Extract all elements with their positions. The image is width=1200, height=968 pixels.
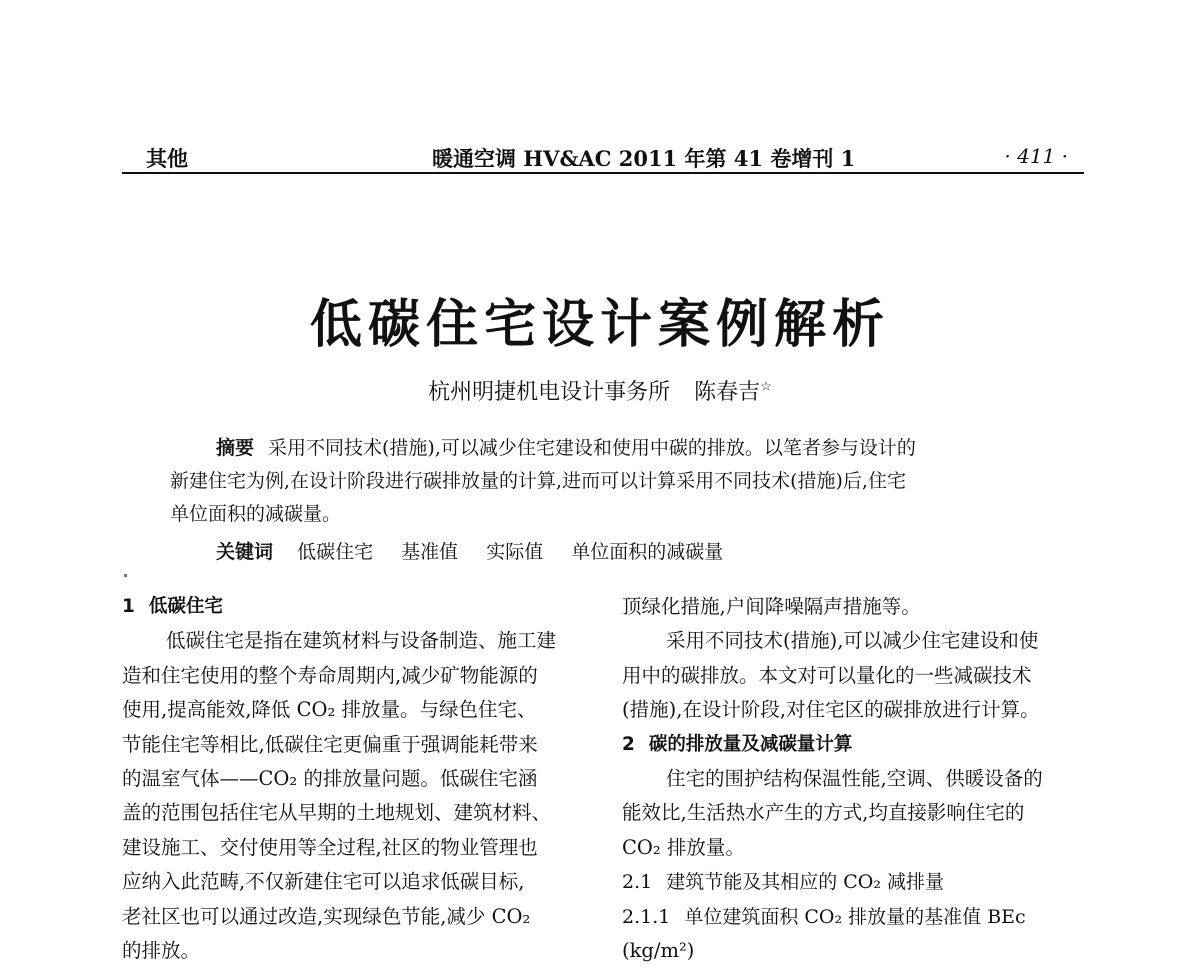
keyword: 实际值 xyxy=(486,541,544,563)
right-column xyxy=(622,590,1092,968)
abstract-line: 单位面积的减碳量。 xyxy=(170,503,342,525)
unit-line: (kg/m²) xyxy=(622,939,695,963)
keywords-label: 关键词 xyxy=(216,541,274,563)
body-line: 的排放。 xyxy=(122,939,201,963)
section-heading: 1 低碳住宅 xyxy=(122,596,223,617)
body-line: 低碳住宅是指在建筑材料与设备制造、施工建 xyxy=(166,629,557,653)
keyword: 基准值 xyxy=(401,541,459,563)
section-heading: 2 碳的排放量及减碳量计算 xyxy=(622,733,853,755)
body-line: 造和住宅使用的整个寿命周期内,减少矿物能源的 xyxy=(122,663,538,687)
author-name: 陈春吉 xyxy=(694,380,761,405)
abstract-label: 摘要 xyxy=(216,437,255,459)
body-line: 老社区也可以通过改造,实现绿色节能,减少 CO₂ xyxy=(122,904,531,928)
header-section: 其他 xyxy=(146,147,188,171)
body-line: (措施),在设计阶段,对住宅区的碳排放进行计算。 xyxy=(622,698,1040,722)
body-line: 的温室气体——CO₂ 的排放量问题。低碳住宅涵 xyxy=(122,767,538,791)
body-line: 建设施工、交付使用等全过程,社区的物业管理也 xyxy=(122,835,538,859)
abstract-line: 摘要 采用不同技术(措施),可以减少住宅建设和使用中碳的排放。以笔者参与设计的 xyxy=(216,437,916,459)
keyword: 低碳住宅 xyxy=(297,541,374,563)
abstract xyxy=(170,432,1035,531)
body-line: 使用,提高能效,降低 CO₂ 排放量。与绿色住宅、 xyxy=(122,698,537,722)
byline xyxy=(0,375,1200,406)
keywords xyxy=(216,537,745,564)
abstract-line: 新建住宅为例,在设计阶段进行碳排放量的计算,进而可以计算采用不同技术(措施)后,住宅 xyxy=(170,470,906,492)
running-header xyxy=(122,140,1084,172)
body-line: CO₂ 排放量。 xyxy=(622,835,745,859)
body-line: 节能住宅等相比,低碳住宅更偏重于强调能耗带来 xyxy=(122,732,538,756)
subsection-heading: 2.1 建筑节能及其相应的 CO₂ 减排量 xyxy=(622,871,945,894)
body-line: 采用不同技术(措施),可以减少住宅建设和使 xyxy=(666,629,1039,653)
header-journal: 暖通空调 HV&AC 2011 年第 41 卷增刊 1 xyxy=(432,146,856,171)
header-rule xyxy=(122,172,1084,174)
page-title: 低碳住宅设计案例解析 xyxy=(309,295,890,355)
keyword: 单位面积的减碳量 xyxy=(571,541,724,563)
body-line: 住宅的围护结构保温性能,空调、供暖设备的 xyxy=(666,767,1043,791)
body-line: 盖的范围包括住宅从早期的土地规划、建筑材料、 xyxy=(122,801,552,825)
body-line: 能效比,生活热水产生的方式,均直接影响住宅的 xyxy=(622,801,1025,825)
left-column xyxy=(122,590,592,968)
body-line: 顶绿化措施,户间降噪隔声措施等。 xyxy=(622,595,921,618)
margin-dot xyxy=(124,574,127,577)
body-line: 应纳入此范畴,不仅新建住宅可以追求低碳目标, xyxy=(122,870,525,894)
header-page-number: · 411 · xyxy=(1004,144,1068,168)
body-line: 用中的碳排放。本文对可以量化的一些减碳技术 xyxy=(622,663,1032,687)
subsection-heading: 2.1.1 单位建筑面积 CO₂ 排放量的基准值 BEc xyxy=(622,905,1026,928)
author-affiliation: 杭州明捷机电设计事务所 xyxy=(428,380,671,405)
author-mark: ☆ xyxy=(760,379,772,395)
